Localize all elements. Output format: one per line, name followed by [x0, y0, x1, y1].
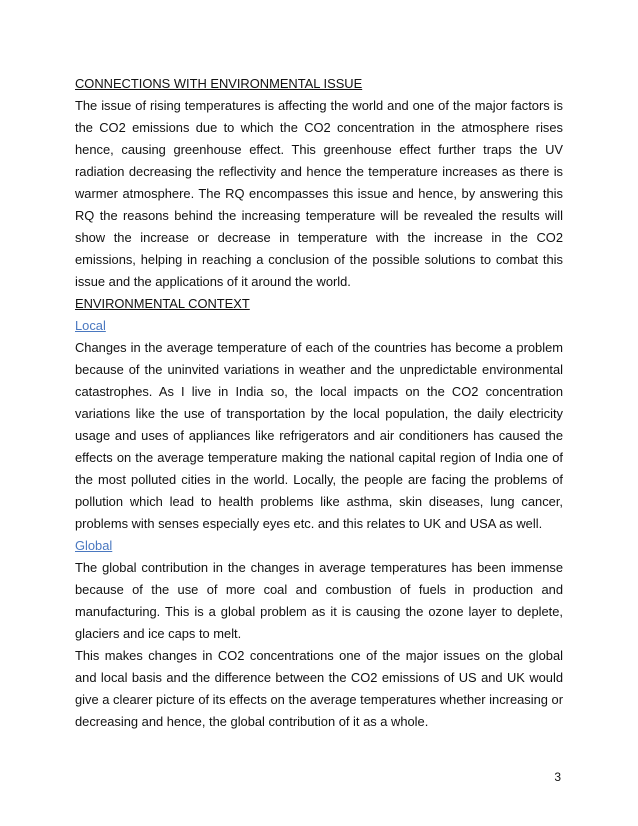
paragraph-global-1: The global contribution in the changes in average temperatures has been immense because of the use of more coal and combustion of fuels in production and manufacturing. This is a global problem as it is causing the ozone layer to deplete, glaciers and ice caps to melt.: [75, 560, 563, 641]
paragraph-connections: The issue of rising temperatures is affecting the world and one of the major factors is the CO2 emissions due to which the CO2 concentration in the atmosphere rises hence, causing greenhouse effect. This greenhouse effect further traps the UV radiation decreasing the reflectivity and hence the temperature increases as there is warmer atmosphere. The RQ encompasses this issue and hence, by answering this RQ the reasons behind the increasing temperature will be revealed the results will show the increase or decrease in temperature with the increase in the CO2 emissions, helping in reaching a conclusion of the possible solutions to combat this issue and the applications of it around the world.: [75, 98, 563, 289]
paragraph-global-2: This makes changes in CO2 concentrations one of the major issues on the global and local basis and the difference between the CO2 emissions of US and UK would give a clearer picture of its effects on the average temperatures whether increasing or decreasing and hence, the global contribution of it as a whole.: [75, 648, 563, 729]
paragraph-local: Changes in the average temperature of each of the countries has become a problem because of the uninvited variations in weather and the unpredictable environmental catastrophes. As I live in India so, the local impacts on the CO2 concentration variations like the use of transportation by the local population, the daily electricity usage and uses of appliances like refrigerators and air conditioners has caused the effects on the average temperature making the national capital region of India one of the most polluted cities in the world. Locally, the people are facing the problems of pollution which lead to health problems like asthma, skin diseases, lung cancer, problems with senses especially eyes etc. and this relates to UK and USA as well.: [75, 340, 563, 531]
section-heading-connections: CONNECTIONS WITH ENVIRONMENTAL ISSUE: [75, 76, 363, 91]
subheading-global: Global: [75, 538, 113, 553]
document-body: [75, 73, 563, 733]
section-heading-environmental-context: ENVIRONMENTAL CONTEXT: [75, 296, 250, 311]
subheading-local: Local: [75, 318, 106, 333]
page-number: 3: [554, 770, 561, 784]
